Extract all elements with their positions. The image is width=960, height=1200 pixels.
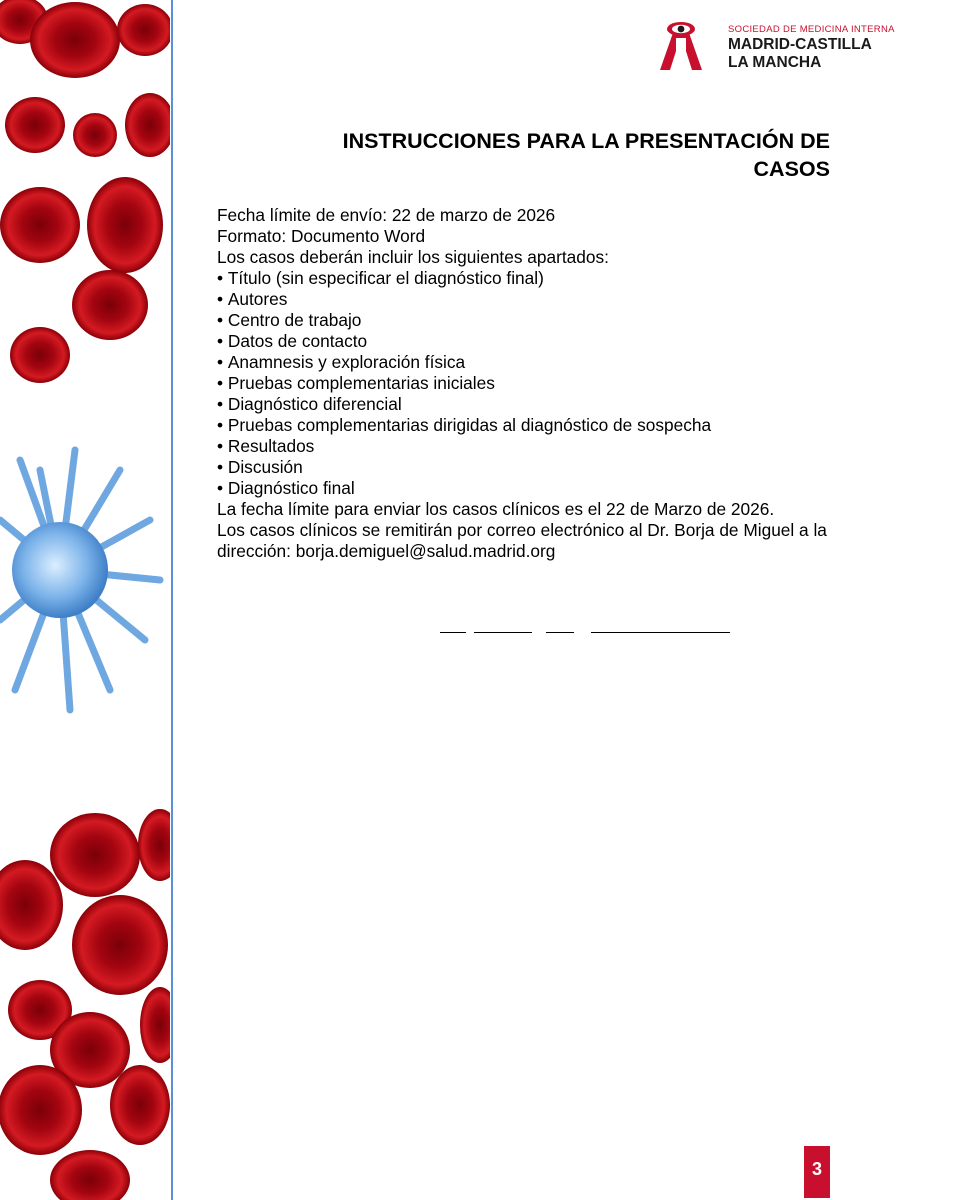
list-item: • Autores	[217, 289, 827, 310]
page-number-badge: 3	[804, 1146, 830, 1198]
list-item: • Datos de contacto	[217, 331, 827, 352]
blood-cells-top	[0, 0, 170, 383]
society-name-line2: LA MANCHA	[728, 54, 822, 71]
deadline-reminder-text: La fecha límite para enviar los casos clínicos es el 22 de Marzo de 2026.	[217, 499, 775, 519]
list-item: • Resultados	[217, 436, 827, 457]
decorative-side-illustration	[0, 0, 170, 1200]
sections-intro-text: Los casos deberán incluir los siguientes apartados:	[217, 247, 609, 267]
blank-line	[591, 632, 730, 633]
society-logo-mark-icon	[652, 20, 710, 72]
list-item: • Discusión	[217, 457, 827, 478]
list-item: • Título (sin especificar el diagnóstico final)	[217, 268, 827, 289]
page-title	[250, 127, 830, 183]
blank-line	[440, 632, 466, 633]
deadline-text: Fecha límite de envío: 22 de marzo de 2026	[217, 205, 556, 225]
list-item: • Anamnesis y exploración física	[217, 352, 827, 373]
page-title-line2: CASOS	[753, 157, 830, 181]
list-item: • Centro de trabajo	[217, 310, 827, 331]
virus-illustration	[0, 450, 160, 710]
society-name-line1: MADRID-CASTILLA	[728, 36, 872, 53]
list-item: • Pruebas complementarias dirigidas al diagnóstico de sospecha	[217, 415, 827, 436]
list-item: • Diagnóstico final	[217, 478, 827, 499]
submission-instructions-text: Los casos clínicos se remitirán por correo electrónico al Dr. Borja de Miguel a la dirección: borja.demiguel@salud.madrid.org	[217, 520, 827, 561]
side-divider-line	[171, 0, 173, 1200]
society-logo	[652, 18, 895, 74]
blank-line	[474, 632, 532, 633]
required-sections-list	[217, 268, 827, 499]
page-title-line1: INSTRUCCIONES PARA LA PRESENTACIÓN DE	[342, 129, 830, 153]
instructions-body	[217, 205, 827, 562]
list-item: • Pruebas complementarias iniciales	[217, 373, 827, 394]
list-item: • Diagnóstico diferencial	[217, 394, 827, 415]
format-text: Formato: Documento Word	[217, 226, 426, 246]
society-subtitle: SOCIEDAD DE MEDICINA INTERNA	[728, 24, 895, 35]
blood-cells-bottom	[0, 809, 170, 1200]
blank-line	[546, 632, 574, 633]
